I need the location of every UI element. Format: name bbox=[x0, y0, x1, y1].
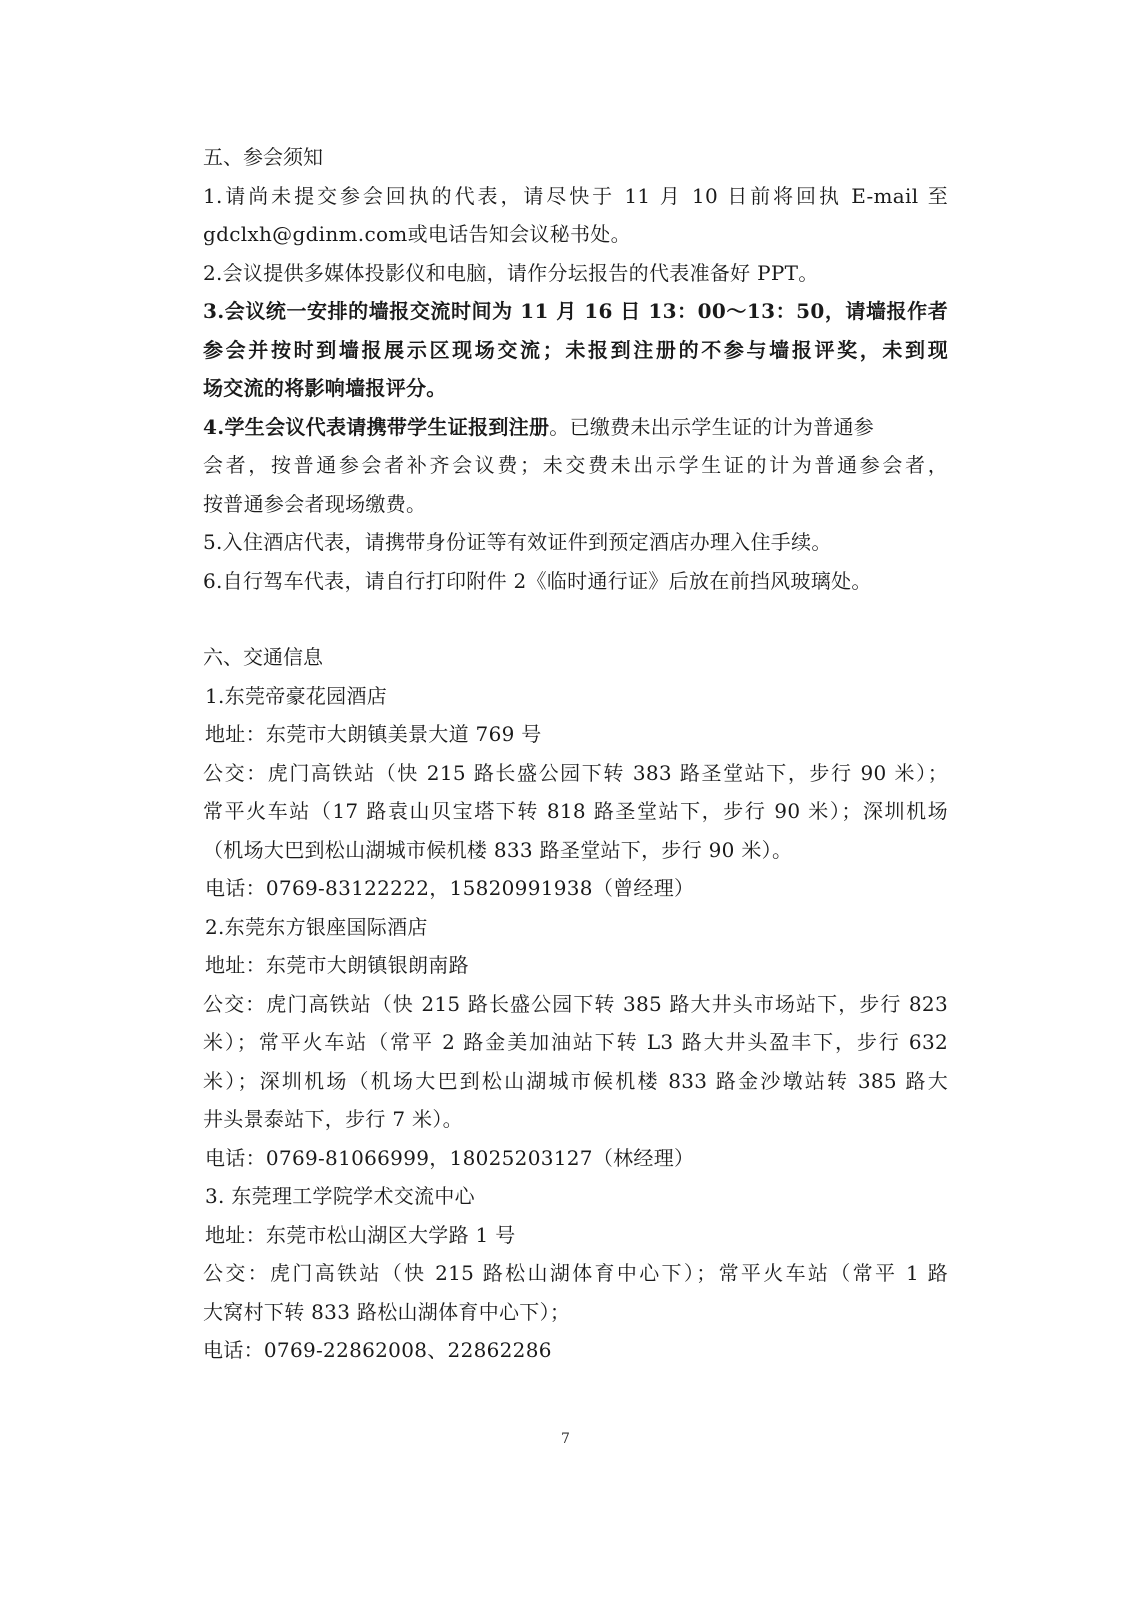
hotel-2-address: 地址：东莞市大朗镇银朗南路 bbox=[205, 953, 469, 977]
hotel-3-name: 3. 东莞理工学院学术交流中心 bbox=[205, 1184, 475, 1208]
hotel-1-transit-line-2: 常平火车站（17 路袁山贝宝塔下转 818 路圣堂站下，步行 90 米）；深圳机场 bbox=[203, 799, 948, 823]
hotel-1-name: 1.东莞帝豪花园酒店 bbox=[205, 683, 388, 708]
hotel-2-transit-line-4: 井头景泰站下，步行 7 米）。 bbox=[203, 1107, 463, 1131]
notice-item-4-line-1 bbox=[203, 408, 948, 447]
notice-item-4-bold: 4.学生会议代表请携带学生证报到注册 bbox=[203, 414, 550, 439]
notice-item-5: 5.入住酒店代表，请携带身份证等有效证件到预定酒店办理入住手续。 bbox=[203, 530, 832, 554]
notice-item-3-line-1: 3.会议统一安排的墙报交流时间为 11 月 16 日 13：00～13：50，请墙报作者 bbox=[203, 299, 948, 323]
notice-item-1-line-1: 1.请尚未提交参会回执的代表，请尽快于 11 月 10 日前将回执 E-mail 至 bbox=[203, 183, 948, 208]
notice-item-2: 2.会议提供多媒体投影仪和电脑，请作分坛报告的代表准备好 PPT。 bbox=[203, 260, 819, 285]
notice-item-4-rest: 。已缴费未出示学生证的计为普通参 bbox=[549, 414, 875, 439]
hotel-2-transit-line-3: 米）；深圳机场（机场大巴到松山湖城市候机楼 833 路金沙墩站转 385 路大 bbox=[203, 1068, 948, 1093]
hotel-1-transit-line-3: （机场大巴到松山湖城市候机楼 833 路圣堂站下，步行 90 米）。 bbox=[203, 837, 793, 862]
hotel-3-address: 地址：东莞市松山湖区大学路 1 号 bbox=[205, 1222, 516, 1247]
hotel-2-transit-line-1: 公交：虎门高铁站（快 215 路长盛公园下转 385 路大井头市场站下，步行 823 bbox=[203, 991, 948, 1016]
hotel-3-phone: 电话：0769-22862008、22862286 bbox=[203, 1338, 552, 1362]
hotel-1-phone: 电话：0769-83122222，15820991938（曾经理） bbox=[205, 876, 695, 900]
notice-item-1-line-2: gdclxh@gdinm.com或电话告知会议秘书处。 bbox=[203, 222, 631, 246]
notice-item-3-line-2: 参会并按时到墙报展示区现场交流；未报到注册的不参与墙报评奖，未到现 bbox=[203, 337, 948, 362]
hotel-2-transit-line-2: 米）；常平火车站（常平 2 路金美加油站下转 L3 路大井头盈丰下，步行 632 bbox=[203, 1030, 948, 1054]
hotel-1-address: 地址：东莞市大朗镇美景大道 769 号 bbox=[205, 722, 542, 746]
hotel-2-name: 2.东莞东方银座国际酒店 bbox=[205, 914, 428, 939]
notice-item-4-line-3: 按普通参会者现场缴费。 bbox=[203, 491, 427, 516]
notice-item-4-line-2: 会者，按普通参会者补齐会议费；未交费未出示学生证的计为普通参会者， bbox=[203, 453, 948, 477]
document-body bbox=[203, 138, 948, 1370]
page-number: 7 bbox=[561, 1431, 570, 1447]
section-heading-6: 六、交通信息 bbox=[203, 645, 323, 669]
section-gap bbox=[203, 600, 948, 638]
hotel-3-transit-line-2: 大窝村下转 833 路松山湖体育中心下）； bbox=[203, 1299, 571, 1324]
hotel-1-transit-line-1: 公交：虎门高铁站（快 215 路长盛公园下转 383 路圣堂站下，步行 90 米）； bbox=[203, 760, 948, 785]
notice-item-6: 6.自行驾车代表，请自行打印附件 2《临时通行证》后放在前挡风玻璃处。 bbox=[203, 568, 872, 593]
hotel-3-transit-line-1: 公交：虎门高铁站（快 215 路松山湖体育中心下）；常平火车站（常平 1 路 bbox=[203, 1261, 948, 1285]
notice-item-3-line-3: 场交流的将影响墙报评分。 bbox=[203, 376, 447, 400]
hotel-2-phone: 电话：0769-81066999，18025203127（林经理） bbox=[205, 1145, 695, 1170]
section-heading-5: 五、参会须知 bbox=[203, 145, 323, 169]
